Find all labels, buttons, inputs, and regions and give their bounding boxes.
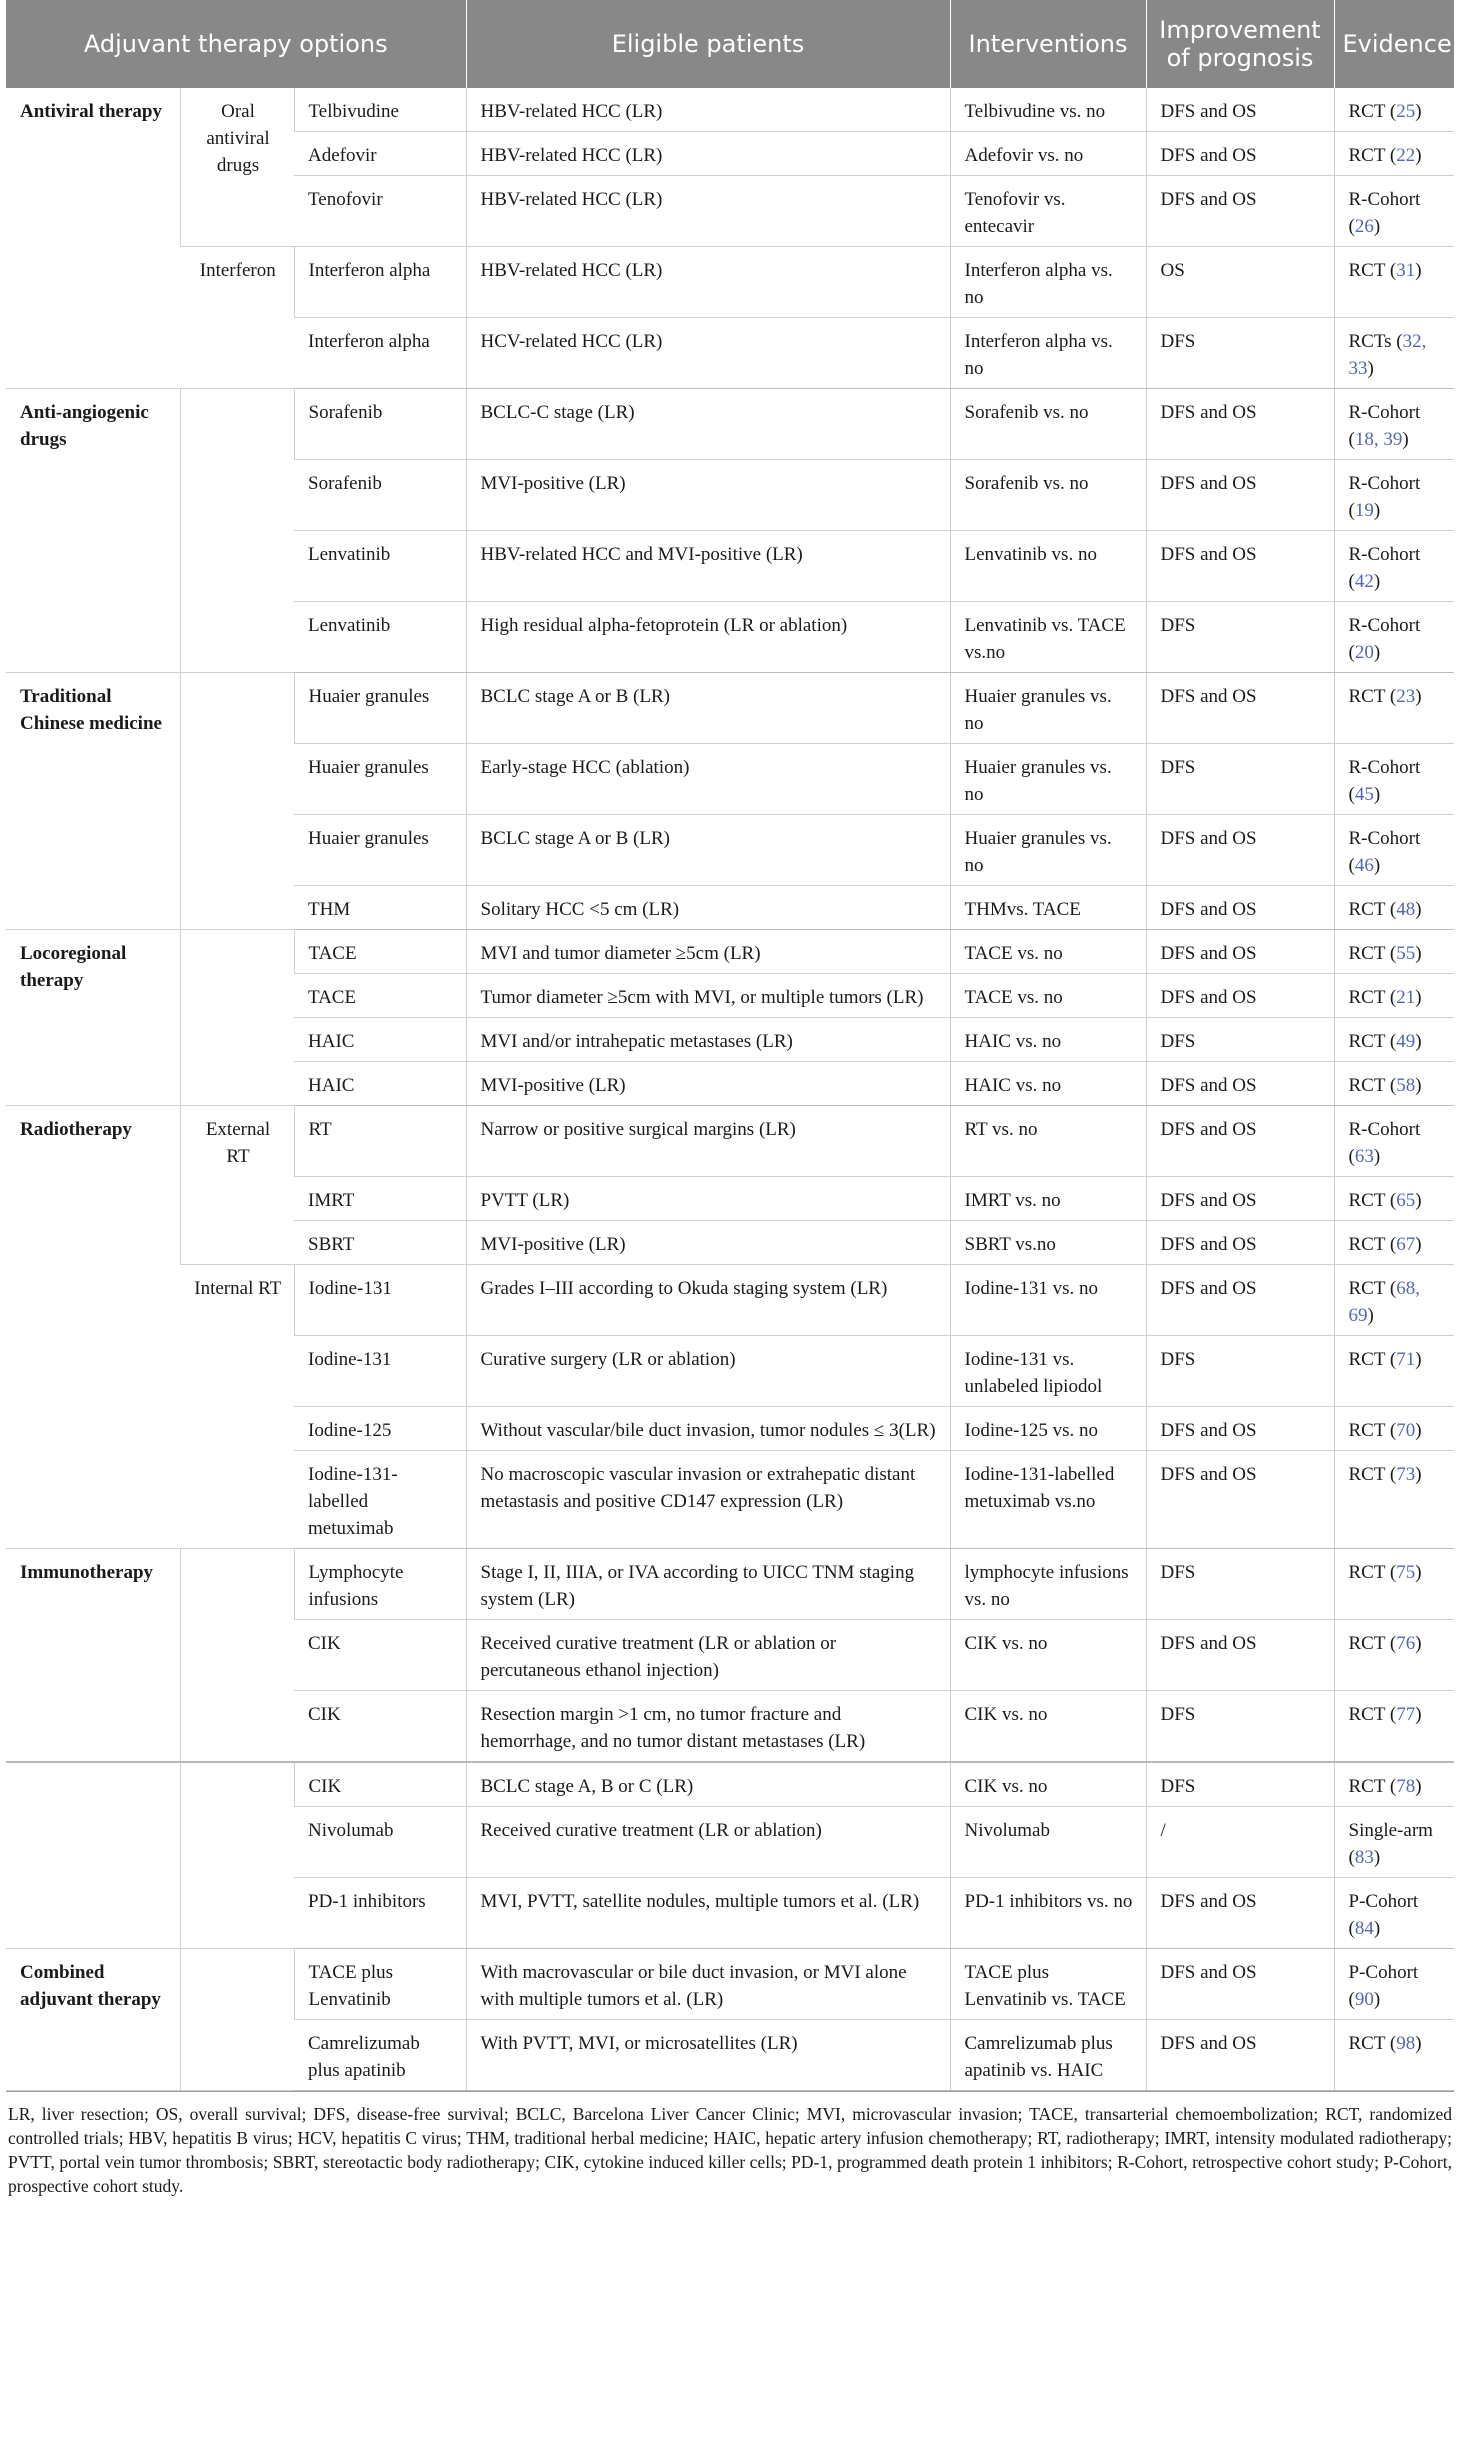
- intervention-cell: Huaier granules vs. no: [950, 744, 1146, 815]
- evidence-cell: [1334, 88, 1454, 132]
- evidence-type: R-Cohort (: [1348, 1119, 1421, 1167]
- reference-link[interactable]: 84: [1354, 1918, 1374, 1939]
- drug-cell: Sorafenib: [294, 389, 466, 460]
- eligible-patients-cell: HCV-related HCC (LR): [466, 318, 950, 389]
- subcategory-cell: Oral antiviral drugs: [180, 88, 294, 247]
- eligible-patients-cell: BCLC stage A or B (LR): [466, 673, 950, 744]
- evidence-type: R-Cohort (: [1348, 615, 1421, 663]
- reference-link[interactable]: 32, 33: [1348, 331, 1427, 379]
- evidence-close: ): [1373, 571, 1381, 592]
- eligible-patients-cell: PVTT (LR): [466, 1177, 950, 1221]
- evidence-type: R-Cohort (: [1348, 828, 1421, 876]
- eligible-patients-cell: Received curative treatment (LR or ablation): [466, 1807, 950, 1878]
- prognosis-cell: DFS and OS: [1146, 460, 1334, 531]
- header-improvement: Improvement of prognosis: [1146, 0, 1334, 88]
- reference-link[interactable]: 90: [1354, 1989, 1374, 2010]
- reference-link[interactable]: 98: [1396, 2033, 1416, 2054]
- header-evidence: Evidence: [1334, 0, 1454, 88]
- intervention-cell: lymphocyte infusions vs. no: [950, 1549, 1146, 1620]
- table-row: [6, 1265, 1454, 1336]
- evidence-close: ): [1367, 1305, 1374, 1326]
- table-row: [6, 389, 1454, 460]
- eligible-patients-cell: MVI-positive (LR): [466, 460, 950, 531]
- prognosis-cell: DFS and OS: [1146, 132, 1334, 176]
- drug-cell: Sorafenib: [294, 460, 466, 531]
- header-therapy-options: Adjuvant therapy options: [6, 0, 466, 88]
- reference-link[interactable]: 78: [1396, 1776, 1416, 1797]
- category-cell: Locoregional therapy: [6, 930, 180, 1106]
- evidence-type: Single-arm (: [1348, 1820, 1433, 1868]
- category-cell: Anti-angiogenic drugs: [6, 389, 180, 673]
- evidence-type: RCT (: [1348, 1776, 1397, 1797]
- drug-cell: Iodine-125: [294, 1407, 466, 1451]
- evidence-type: P-Cohort (: [1348, 1891, 1419, 1939]
- evidence-close: ): [1373, 784, 1381, 805]
- prognosis-cell: OS: [1146, 247, 1334, 318]
- evidence-close: ): [1415, 1464, 1422, 1485]
- intervention-cell: HAIC vs. no: [950, 1062, 1146, 1106]
- evidence-close: ): [1367, 358, 1374, 379]
- evidence-type: RCT (: [1348, 1278, 1397, 1299]
- header-eligible-patients: Eligible patients: [466, 0, 950, 88]
- reference-link[interactable]: 26: [1354, 216, 1374, 237]
- eligible-patients-cell: HBV-related HCC (LR): [466, 88, 950, 132]
- eligible-patients-cell: MVI and/or intrahepatic metastases (LR): [466, 1018, 950, 1062]
- prognosis-cell: DFS and OS: [1146, 1106, 1334, 1177]
- drug-cell: IMRT: [294, 1177, 466, 1221]
- evidence-cell: [1334, 531, 1454, 602]
- intervention-cell: Iodine-131 vs. no: [950, 1265, 1146, 1336]
- evidence-close: ): [1373, 1847, 1381, 1868]
- drug-cell: Lymphocyte infusions: [294, 1549, 466, 1620]
- intervention-cell: TACE vs. no: [950, 930, 1146, 974]
- evidence-type: RCT (: [1348, 1420, 1397, 1441]
- reference-link[interactable]: 55: [1396, 943, 1416, 964]
- reference-link[interactable]: 71: [1396, 1349, 1416, 1370]
- drug-cell: Iodine-131-labelled metuximab: [294, 1451, 466, 1549]
- evidence-type: RCT (: [1348, 899, 1397, 920]
- prognosis-cell: DFS and OS: [1146, 1451, 1334, 1549]
- prognosis-cell: DFS: [1146, 1549, 1334, 1620]
- drug-cell: CIK: [294, 1691, 466, 1763]
- evidence-cell: [1334, 1451, 1454, 1549]
- evidence-cell: [1334, 815, 1454, 886]
- reference-link[interactable]: 48: [1396, 899, 1416, 920]
- drug-cell: TACE: [294, 930, 466, 974]
- reference-link[interactable]: 23: [1396, 686, 1416, 707]
- drug-cell: THM: [294, 886, 466, 930]
- reference-link[interactable]: 31: [1396, 260, 1416, 281]
- evidence-cell: [1334, 247, 1454, 318]
- drug-cell: CIK: [294, 1620, 466, 1691]
- prognosis-cell: /: [1146, 1807, 1334, 1878]
- eligible-patients-cell: MVI and tumor diameter ≥5cm (LR): [466, 930, 950, 974]
- evidence-close: ): [1415, 2033, 1422, 2054]
- drug-cell: TACE plus Lenvatinib: [294, 1949, 466, 2020]
- drug-cell: HAIC: [294, 1018, 466, 1062]
- reference-link[interactable]: 63: [1354, 1146, 1374, 1167]
- prognosis-cell: DFS and OS: [1146, 1177, 1334, 1221]
- adjuvant-therapy-table: [6, 0, 1454, 2091]
- prognosis-cell: DFS and OS: [1146, 1062, 1334, 1106]
- evidence-close: ): [1415, 1633, 1422, 1654]
- evidence-close: ): [1415, 987, 1422, 1008]
- drug-cell: Tenofovir: [294, 176, 466, 247]
- evidence-cell: [1334, 1620, 1454, 1691]
- prognosis-cell: DFS and OS: [1146, 673, 1334, 744]
- drug-cell: Interferon alpha: [294, 318, 466, 389]
- table-row: [6, 247, 1454, 318]
- table-container: [6, 0, 1454, 2198]
- prognosis-cell: DFS and OS: [1146, 1620, 1334, 1691]
- prognosis-cell: DFS and OS: [1146, 531, 1334, 602]
- evidence-type: RCT (: [1348, 987, 1397, 1008]
- intervention-cell: IMRT vs. no: [950, 1177, 1146, 1221]
- subcategory-cell: [180, 673, 294, 930]
- subcategory-cell: [180, 1549, 294, 1763]
- evidence-cell: [1334, 1807, 1454, 1878]
- drug-cell: Huaier granules: [294, 673, 466, 744]
- evidence-cell: [1334, 389, 1454, 460]
- evidence-type: RCT (: [1348, 2033, 1397, 2054]
- evidence-cell: [1334, 886, 1454, 930]
- intervention-cell: Nivolumab: [950, 1807, 1146, 1878]
- subcategory-cell: [180, 389, 294, 673]
- prognosis-cell: DFS and OS: [1146, 815, 1334, 886]
- table-row: [6, 1949, 1454, 2020]
- evidence-close: ): [1415, 260, 1422, 281]
- drug-cell: PD-1 inhibitors: [294, 1878, 466, 1949]
- evidence-type: P-Cohort (: [1348, 1962, 1419, 2010]
- intervention-cell: Iodine-131 vs. unlabeled lipiodol: [950, 1336, 1146, 1407]
- evidence-type: RCT (: [1348, 1349, 1397, 1370]
- evidence-type: R-Cohort (: [1348, 473, 1421, 521]
- drug-cell: TACE: [294, 974, 466, 1018]
- evidence-cell: [1334, 1177, 1454, 1221]
- evidence-cell: [1334, 1336, 1454, 1407]
- table-row: [6, 1762, 1454, 1807]
- intervention-cell: THMvs. TACE: [950, 886, 1146, 930]
- prognosis-cell: DFS and OS: [1146, 1949, 1334, 2020]
- category-cell: Combined adjuvant therapy: [6, 1949, 180, 2091]
- prognosis-cell: DFS: [1146, 602, 1334, 673]
- eligible-patients-cell: Curative surgery (LR or ablation): [466, 1336, 950, 1407]
- eligible-patients-cell: Grades I–III according to Okuda staging system (LR): [466, 1265, 950, 1336]
- table-row: [6, 1106, 1454, 1177]
- subcategory-cell: External RT: [180, 1106, 294, 1265]
- intervention-cell: Tenofovir vs. entecavir: [950, 176, 1146, 247]
- evidence-cell: [1334, 1407, 1454, 1451]
- evidence-type: R-Cohort (: [1348, 402, 1421, 450]
- intervention-cell: Interferon alpha vs. no: [950, 318, 1146, 389]
- eligible-patients-cell: No macroscopic vascular invasion or extrahepatic distant metastasis and positive CD147 expression (LR): [466, 1451, 950, 1549]
- eligible-patients-cell: Early-stage HCC (ablation): [466, 744, 950, 815]
- eligible-patients-cell: High residual alpha-fetoprotein (LR or ablation): [466, 602, 950, 673]
- evidence-cell: [1334, 1062, 1454, 1106]
- evidence-close: ): [1373, 500, 1381, 521]
- prognosis-cell: DFS: [1146, 1336, 1334, 1407]
- evidence-cell: [1334, 1878, 1454, 1949]
- evidence-close: ): [1415, 1234, 1422, 1255]
- reference-link[interactable]: 70: [1396, 1420, 1416, 1441]
- evidence-cell: [1334, 1762, 1454, 1807]
- drug-cell: Interferon alpha: [294, 247, 466, 318]
- prognosis-cell: DFS and OS: [1146, 1265, 1334, 1336]
- evidence-cell: [1334, 1106, 1454, 1177]
- prognosis-cell: DFS: [1146, 1018, 1334, 1062]
- drug-cell: Iodine-131: [294, 1336, 466, 1407]
- table-row: [6, 930, 1454, 974]
- prognosis-cell: DFS: [1146, 1691, 1334, 1763]
- table-body: [6, 88, 1454, 2091]
- evidence-cell: [1334, 930, 1454, 974]
- reference-link[interactable]: 20: [1354, 642, 1374, 663]
- eligible-patients-cell: Stage I, II, IIIA, or IVA according to UICC TNM staging system (LR): [466, 1549, 950, 1620]
- eligible-patients-cell: Resection margin >1 cm, no tumor fracture and hemorrhage, and no tumor distant metastases (LR): [466, 1691, 950, 1763]
- evidence-close: ): [1415, 145, 1422, 166]
- evidence-cell: [1334, 673, 1454, 744]
- prognosis-cell: DFS: [1146, 1762, 1334, 1807]
- eligible-patients-cell: MVI-positive (LR): [466, 1062, 950, 1106]
- evidence-close: ): [1415, 1031, 1422, 1052]
- evidence-type: RCT (: [1348, 1031, 1397, 1052]
- category-cell: Traditional Chinese medicine: [6, 673, 180, 930]
- evidence-type: RCT (: [1348, 943, 1397, 964]
- reference-link[interactable]: 77: [1396, 1704, 1416, 1725]
- table-row: [6, 673, 1454, 744]
- intervention-cell: Interferon alpha vs. no: [950, 247, 1146, 318]
- evidence-close: ): [1415, 686, 1422, 707]
- reference-link[interactable]: 67: [1396, 1234, 1416, 1255]
- evidence-close: ): [1415, 1075, 1422, 1096]
- drug-cell: Lenvatinib: [294, 602, 466, 673]
- evidence-close: ): [1415, 1562, 1422, 1583]
- subcategory-cell: Interferon: [180, 247, 294, 389]
- evidence-close: ): [1415, 1190, 1422, 1211]
- eligible-patients-cell: MVI-positive (LR): [466, 1221, 950, 1265]
- intervention-cell: SBRT vs.no: [950, 1221, 1146, 1265]
- evidence-cell: [1334, 1018, 1454, 1062]
- evidence-cell: [1334, 176, 1454, 247]
- eligible-patients-cell: Narrow or positive surgical margins (LR): [466, 1106, 950, 1177]
- evidence-cell: [1334, 1221, 1454, 1265]
- category-cell: Radiotherapy: [6, 1106, 180, 1549]
- evidence-cell: [1334, 1949, 1454, 2020]
- drug-cell: Telbivudine: [294, 88, 466, 132]
- evidence-close: ): [1415, 1704, 1422, 1725]
- eligible-patients-cell: Solitary HCC <5 cm (LR): [466, 886, 950, 930]
- subcategory-cell: [180, 930, 294, 1106]
- eligible-patients-cell: HBV-related HCC (LR): [466, 132, 950, 176]
- reference-link[interactable]: 45: [1354, 784, 1374, 805]
- evidence-cell: [1334, 2020, 1454, 2091]
- intervention-cell: Telbivudine vs. no: [950, 88, 1146, 132]
- evidence-type: R-Cohort (: [1348, 544, 1421, 592]
- intervention-cell: Huaier granules vs. no: [950, 673, 1146, 744]
- category-cell: [6, 1762, 180, 1949]
- evidence-close: ): [1415, 943, 1422, 964]
- evidence-type: R-Cohort (: [1348, 757, 1421, 805]
- intervention-cell: Sorafenib vs. no: [950, 389, 1146, 460]
- intervention-cell: Camrelizumab plus apatinib vs. HAIC: [950, 2020, 1146, 2091]
- eligible-patients-cell: With PVTT, MVI, or microsatellites (LR): [466, 2020, 950, 2091]
- intervention-cell: Adefovir vs. no: [950, 132, 1146, 176]
- reference-link[interactable]: 68, 69: [1348, 1278, 1420, 1326]
- evidence-close: ): [1373, 1989, 1381, 2010]
- intervention-cell: Lenvatinib vs. no: [950, 531, 1146, 602]
- intervention-cell: TACE vs. no: [950, 974, 1146, 1018]
- evidence-close: ): [1373, 1918, 1381, 1939]
- reference-link[interactable]: 25: [1396, 101, 1416, 122]
- eligible-patients-cell: With macrovascular or bile duct invasion, or MVI alone with multiple tumors et al. (LR): [466, 1949, 950, 2020]
- reference-link[interactable]: 73: [1396, 1464, 1416, 1485]
- table-footnote: LR, liver resection; OS, overall survival; DFS, disease-free survival; BCLC, Barcelona Liver Cancer Clinic; MVI, microvascular invasion; TACE, transarterial chemoembolization; RCT, randomized controlled trials; HBV, hepatitis B virus; HCV, hepatitis C virus; THM, traditional herbal medicine; HAIC, hepatic artery infusion chemotherapy; RT, radiotherapy; IMRT, intensity modulated radiotherapy; PVTT, portal vein tumor thrombosis; SBRT, stereotactic body radiotherapy; CIK, cytokine induced killer cells; PD-1, programmed death protein 1 inhibitors; R-Cohort, retrospective cohort study; P-Cohort, prospective cohort study.: [6, 2091, 1454, 2198]
- eligible-patients-cell: HBV-related HCC (LR): [466, 176, 950, 247]
- prognosis-cell: DFS and OS: [1146, 1221, 1334, 1265]
- intervention-cell: TACE plus Lenvatinib vs. TACE: [950, 1949, 1146, 2020]
- drug-cell: Lenvatinib: [294, 531, 466, 602]
- subcategory-cell: [180, 1949, 294, 2091]
- intervention-cell: Iodine-131-labelled metuximab vs.no: [950, 1451, 1146, 1549]
- subcategory-cell: [180, 1762, 294, 1949]
- evidence-close: ): [1373, 855, 1381, 876]
- reference-link[interactable]: 76: [1396, 1633, 1416, 1654]
- evidence-close: ): [1373, 1146, 1381, 1167]
- evidence-type: RCT (: [1348, 145, 1397, 166]
- intervention-cell: HAIC vs. no: [950, 1018, 1146, 1062]
- evidence-close: ): [1415, 1349, 1422, 1370]
- eligible-patients-cell: HBV-related HCC (LR): [466, 247, 950, 318]
- prognosis-cell: DFS and OS: [1146, 886, 1334, 930]
- evidence-type: RCT (: [1348, 1704, 1397, 1725]
- evidence-cell: [1334, 460, 1454, 531]
- eligible-patients-cell: BCLC-C stage (LR): [466, 389, 950, 460]
- category-cell: Antiviral therapy: [6, 88, 180, 389]
- eligible-patients-cell: Tumor diameter ≥5cm with MVI, or multiple tumors (LR): [466, 974, 950, 1018]
- evidence-type: RCT (: [1348, 101, 1397, 122]
- table-row: [6, 1549, 1454, 1620]
- eligible-patients-cell: HBV-related HCC and MVI-positive (LR): [466, 531, 950, 602]
- drug-cell: Nivolumab: [294, 1807, 466, 1878]
- reference-link[interactable]: 21: [1396, 987, 1416, 1008]
- intervention-cell: Huaier granules vs. no: [950, 815, 1146, 886]
- evidence-type: RCT (: [1348, 1464, 1397, 1485]
- eligible-patients-cell: Received curative treatment (LR or ablation or percutaneous ethanol injection): [466, 1620, 950, 1691]
- intervention-cell: RT vs. no: [950, 1106, 1146, 1177]
- evidence-close: ): [1373, 216, 1381, 237]
- reference-link[interactable]: 22: [1396, 145, 1416, 166]
- header-interventions: Interventions: [950, 0, 1146, 88]
- evidence-type: RCT (: [1348, 1075, 1397, 1096]
- header-row: [6, 0, 1454, 88]
- evidence-cell: [1334, 602, 1454, 673]
- subcategory-cell: Internal RT: [180, 1265, 294, 1549]
- prognosis-cell: DFS and OS: [1146, 974, 1334, 1018]
- eligible-patients-cell: BCLC stage A, B or C (LR): [466, 1762, 950, 1807]
- prognosis-cell: DFS and OS: [1146, 389, 1334, 460]
- prognosis-cell: DFS and OS: [1146, 88, 1334, 132]
- intervention-cell: CIK vs. no: [950, 1691, 1146, 1763]
- evidence-type: RCTs (: [1348, 331, 1403, 352]
- intervention-cell: CIK vs. no: [950, 1620, 1146, 1691]
- intervention-cell: PD-1 inhibitors vs. no: [950, 1878, 1146, 1949]
- evidence-type: RCT (: [1348, 1562, 1397, 1583]
- reference-link[interactable]: 75: [1396, 1562, 1416, 1583]
- evidence-cell: [1334, 1549, 1454, 1620]
- evidence-cell: [1334, 744, 1454, 815]
- evidence-cell: [1334, 1265, 1454, 1336]
- drug-cell: Huaier granules: [294, 815, 466, 886]
- evidence-close: ): [1373, 642, 1381, 663]
- prognosis-cell: DFS: [1146, 744, 1334, 815]
- evidence-cell: [1334, 974, 1454, 1018]
- intervention-cell: Sorafenib vs. no: [950, 460, 1146, 531]
- evidence-close: ): [1415, 1776, 1422, 1797]
- evidence-close: ): [1415, 899, 1422, 920]
- evidence-close: ): [1415, 1420, 1422, 1441]
- prognosis-cell: DFS and OS: [1146, 1878, 1334, 1949]
- eligible-patients-cell: Without vascular/bile duct invasion, tumor nodules ≤ 3(LR): [466, 1407, 950, 1451]
- intervention-cell: CIK vs. no: [950, 1762, 1146, 1807]
- drug-cell: SBRT: [294, 1221, 466, 1265]
- evidence-type: RCT (: [1348, 1633, 1397, 1654]
- evidence-type: RCT (: [1348, 1234, 1397, 1255]
- drug-cell: Camrelizumab plus apatinib: [294, 2020, 466, 2091]
- reference-link[interactable]: 46: [1354, 855, 1374, 876]
- category-cell: Immunotherapy: [6, 1549, 180, 1763]
- prognosis-cell: DFS and OS: [1146, 2020, 1334, 2091]
- drug-cell: Huaier granules: [294, 744, 466, 815]
- evidence-cell: [1334, 132, 1454, 176]
- evidence-type: RCT (: [1348, 686, 1397, 707]
- evidence-type: R-Cohort (: [1348, 189, 1421, 237]
- table-row: [6, 88, 1454, 132]
- reference-link[interactable]: 83: [1354, 1847, 1374, 1868]
- prognosis-cell: DFS and OS: [1146, 176, 1334, 247]
- evidence-type: RCT (: [1348, 1190, 1397, 1211]
- eligible-patients-cell: MVI, PVTT, satellite nodules, multiple tumors et al. (LR): [466, 1878, 950, 1949]
- reference-link[interactable]: 49: [1396, 1031, 1416, 1052]
- reference-link[interactable]: 58: [1396, 1075, 1416, 1096]
- evidence-cell: [1334, 318, 1454, 389]
- intervention-cell: Iodine-125 vs. no: [950, 1407, 1146, 1451]
- eligible-patients-cell: BCLC stage A or B (LR): [466, 815, 950, 886]
- reference-link[interactable]: 42: [1354, 571, 1374, 592]
- prognosis-cell: DFS and OS: [1146, 930, 1334, 974]
- drug-cell: Iodine-131: [294, 1265, 466, 1336]
- evidence-close: ): [1402, 429, 1409, 450]
- intervention-cell: Lenvatinib vs. TACE vs.no: [950, 602, 1146, 673]
- reference-link[interactable]: 18, 39: [1354, 429, 1403, 450]
- drug-cell: HAIC: [294, 1062, 466, 1106]
- drug-cell: CIK: [294, 1762, 466, 1807]
- prognosis-cell: DFS and OS: [1146, 1407, 1334, 1451]
- prognosis-cell: DFS: [1146, 318, 1334, 389]
- evidence-cell: [1334, 1691, 1454, 1763]
- evidence-close: ): [1415, 101, 1422, 122]
- drug-cell: RT: [294, 1106, 466, 1177]
- drug-cell: Adefovir: [294, 132, 466, 176]
- reference-link[interactable]: 19: [1354, 500, 1374, 521]
- evidence-type: RCT (: [1348, 260, 1397, 281]
- reference-link[interactable]: 65: [1396, 1190, 1416, 1211]
